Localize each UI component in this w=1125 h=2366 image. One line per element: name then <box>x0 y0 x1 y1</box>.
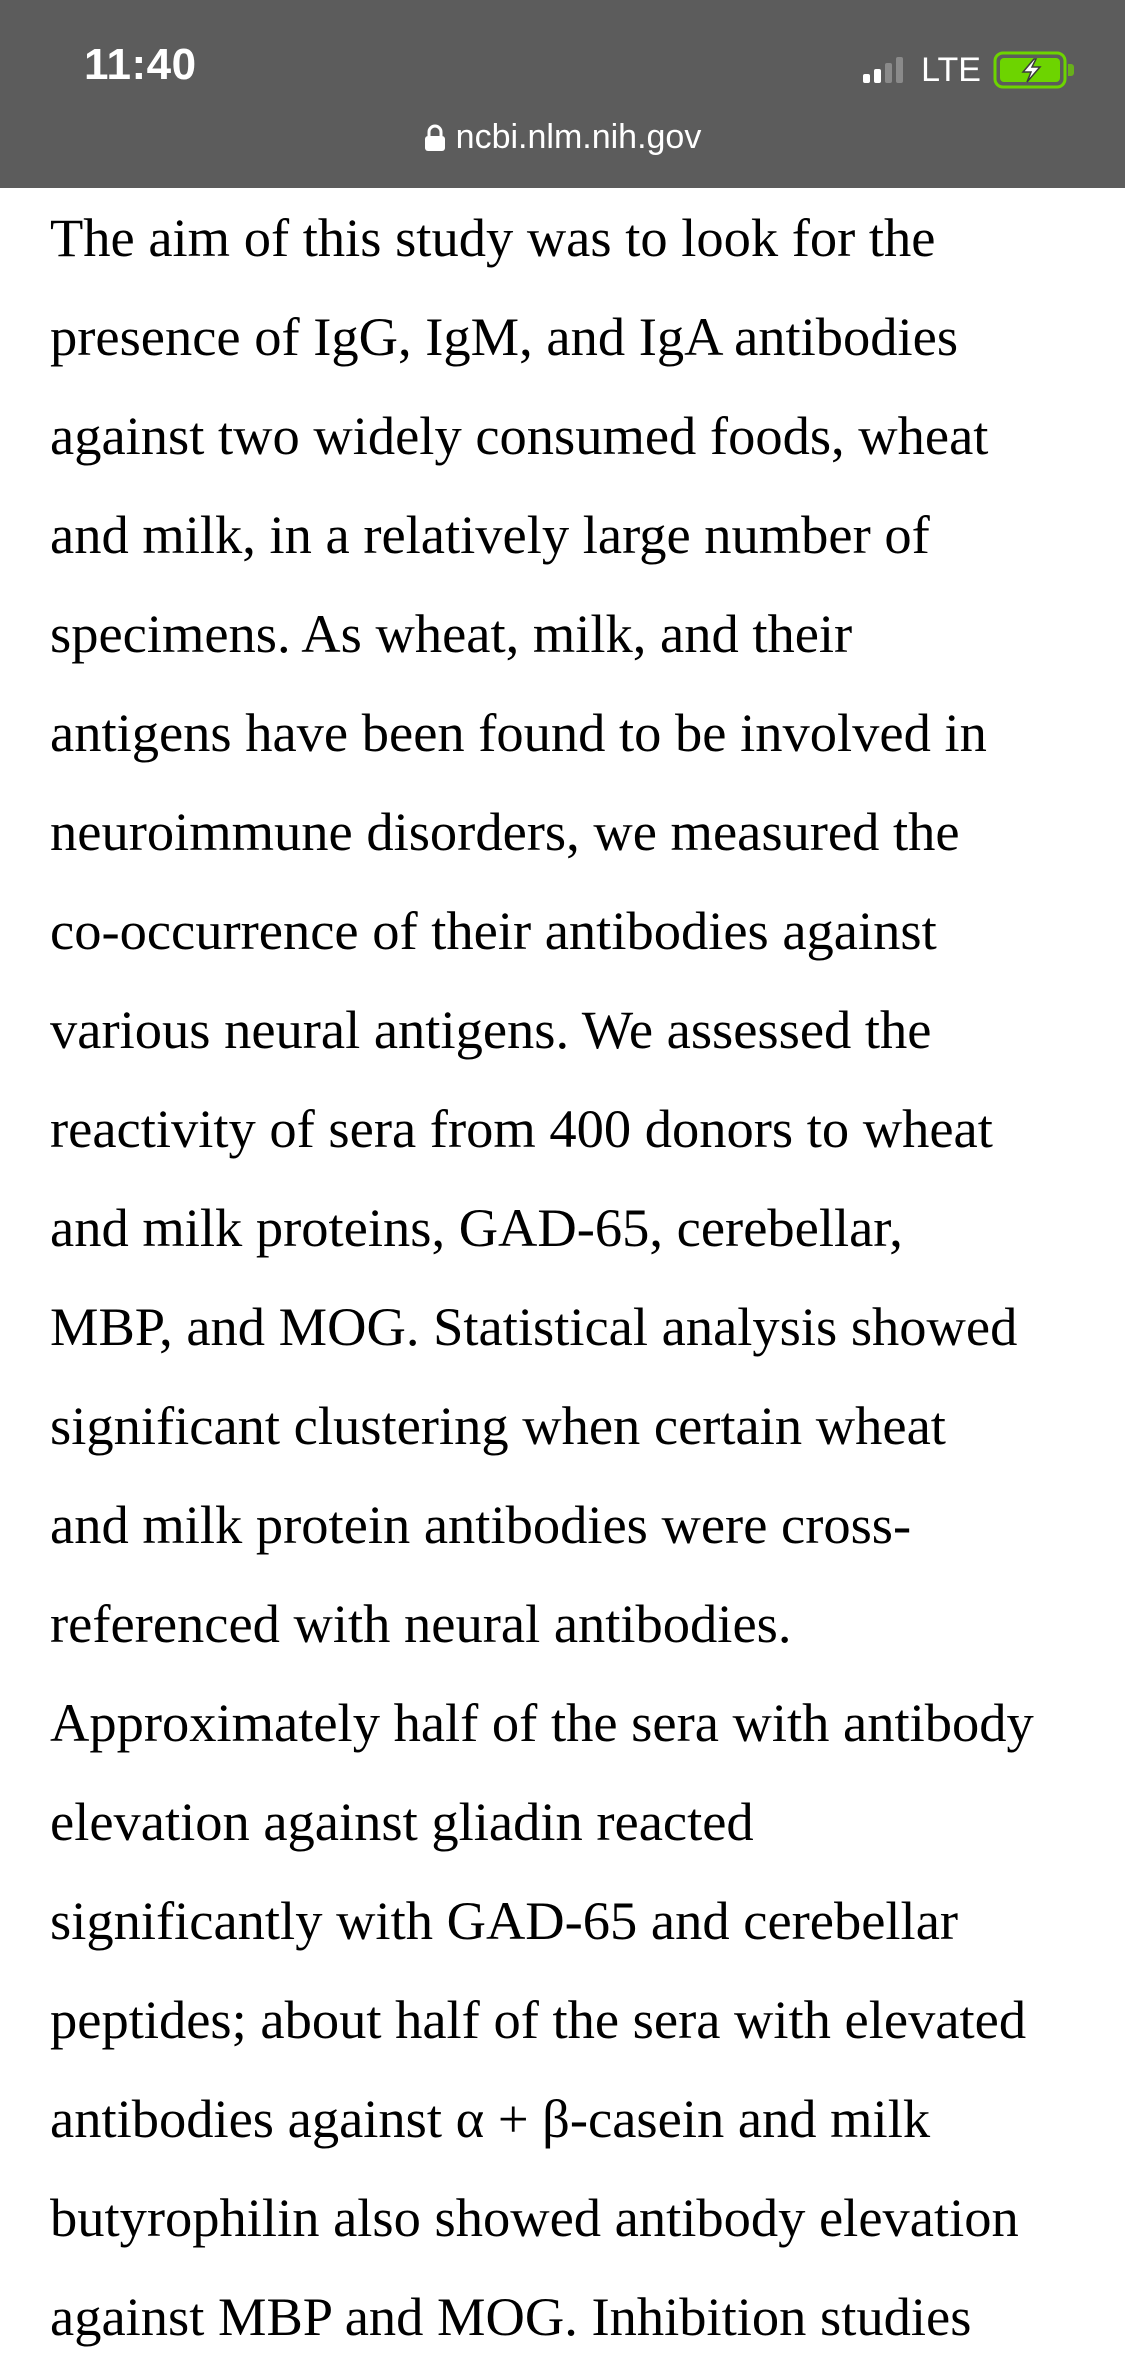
text-line: antigens have been found to be involved in <box>50 702 987 763</box>
battery-charging-icon <box>993 50 1075 90</box>
text-line: and milk proteins, GAD-65, cerebellar, <box>50 1197 903 1258</box>
text-line: Approximately half of the sera with antibody <box>50 1692 1034 1753</box>
text-line: co-occurrence of their antibodies against <box>50 900 937 961</box>
signal-strength-icon <box>863 57 903 83</box>
text-line: reactivity of sera from 400 donors to wheat <box>50 1098 993 1159</box>
text-line: peptides; about half of the sera with elevated <box>50 1989 1027 2050</box>
text-line: against MBP and MOG. Inhibition studies <box>50 2286 972 2347</box>
status-time: 11:40 <box>84 40 197 89</box>
browser-top-bar <box>0 0 1125 188</box>
text-line: specimens. As wheat, milk, and their <box>50 603 853 664</box>
text-line: significantly with GAD-65 and cerebellar <box>50 1890 959 1951</box>
text-line: and milk protein antibodies were cross- <box>50 1494 912 1555</box>
text-line: MBP, and MOG. Statistical analysis showed <box>50 1296 1018 1357</box>
text-line: against two widely consumed foods, wheat <box>50 405 989 466</box>
status-indicators <box>863 47 1075 93</box>
text-line: various neural antigens. We assessed the <box>50 999 932 1060</box>
text-line: elevation against gliadin reacted <box>50 1791 754 1852</box>
text-line: significant clustering when certain wheat <box>50 1395 946 1456</box>
text-line: presence of IgG, IgM, and IgA antibodies <box>50 306 959 367</box>
text-line: antibodies against α + β-casein and milk <box>50 2088 931 2149</box>
article-content <box>0 188 1125 2366</box>
address-bar[interactable] <box>0 118 1125 157</box>
url-text: ncbi.nlm.nih.gov <box>455 118 702 156</box>
text-line: neuroimmune disorders, we measured the <box>50 801 960 862</box>
text-line: referenced with neural antibodies. <box>50 1593 792 1654</box>
text-line: The aim of this study was to look for the <box>50 207 936 268</box>
abstract-paragraph <box>0 188 1125 2366</box>
text-line: and milk, in a relatively large number of <box>50 504 930 565</box>
text-line: butyrophilin also showed antibody elevation <box>50 2187 1019 2248</box>
lock-icon <box>424 124 446 152</box>
network-type: LTE <box>921 50 981 89</box>
